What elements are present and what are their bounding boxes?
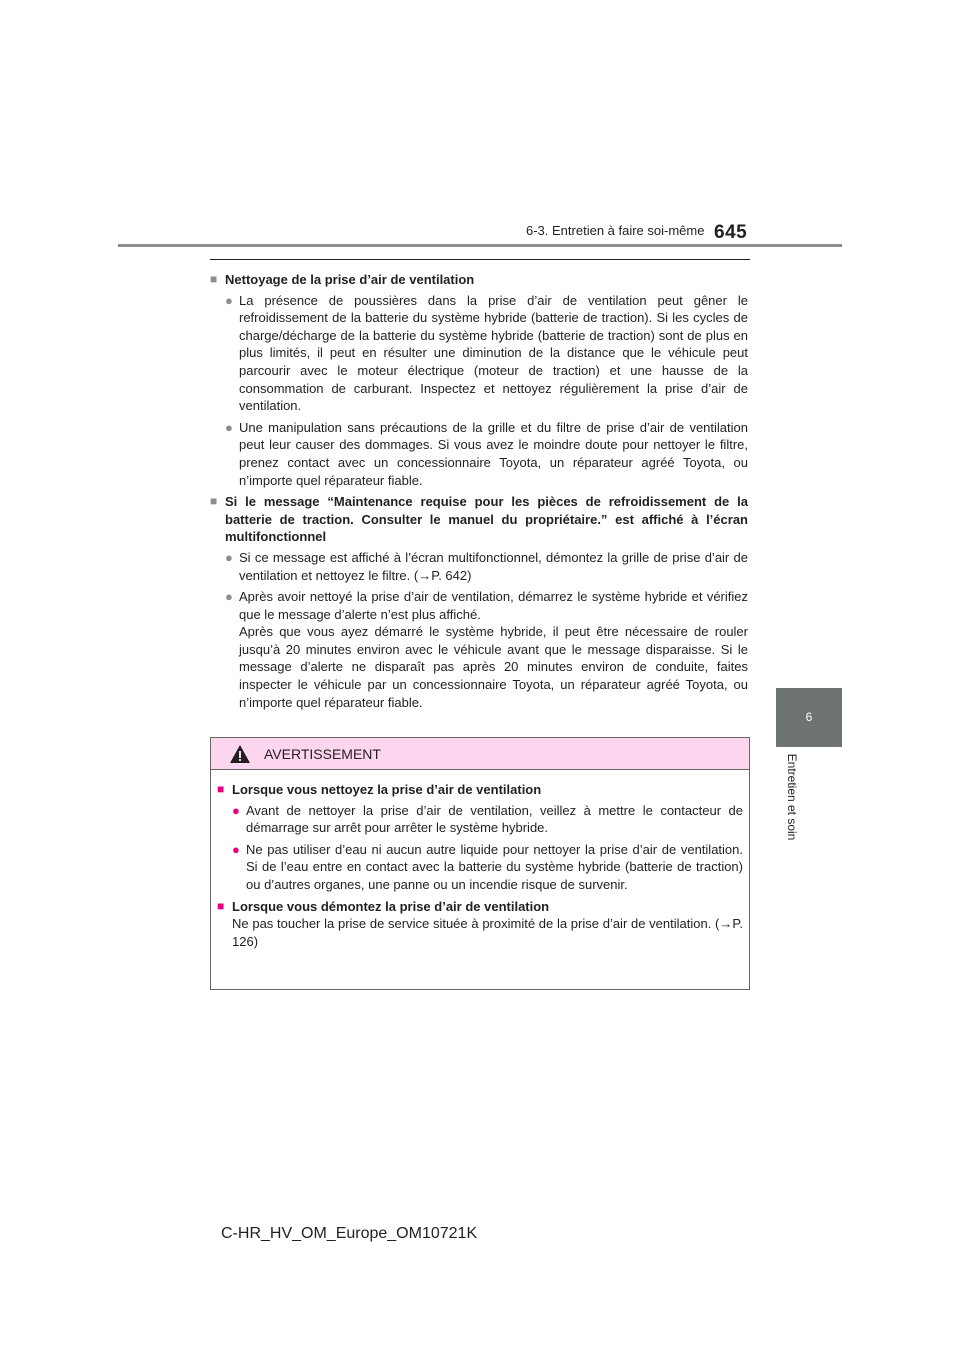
warning-title: AVERTISSEMENT <box>264 745 381 762</box>
circle-bullet-icon: ● <box>232 802 240 818</box>
circle-bullet-icon: ● <box>225 549 233 565</box>
warning-section-heading <box>217 781 743 799</box>
content-rule <box>210 259 750 260</box>
section-heading <box>210 493 748 546</box>
warning-box <box>210 737 750 990</box>
circle-bullet-icon: ● <box>225 419 233 435</box>
square-bullet-icon: ■ <box>217 782 225 796</box>
circle-bullet-icon: ● <box>225 292 233 308</box>
bullet-paragraph: Après avoir nettoyé la prise d’air de ventilation, démarrez le système hybride et vérifiez que le message d’alerte n’est plus affiché. <box>239 589 748 622</box>
bullet-item <box>225 549 748 584</box>
bullet-text: Si ce message est affiché à l’écran multifonctionnel, démontez la grille de prise d’air de ventilation et nettoyez le filtre. (→P. 642) <box>239 549 748 583</box>
bullet-item <box>225 419 748 489</box>
warning-section-title: Lorsque vous démontez la prise d’air de ventilation <box>232 898 550 914</box>
chapter-tab[interactable]: 6 <box>776 688 842 747</box>
header-rule <box>118 244 842 247</box>
square-bullet-icon: ■ <box>210 494 218 509</box>
section-title: 6-3. Entretien à faire soi-même <box>526 223 705 238</box>
bullet-item <box>225 588 748 711</box>
main-content <box>210 268 748 715</box>
warning-header <box>211 738 749 770</box>
bullet-text: Une manipulation sans précautions de la grille et du filtre de prise d’air de ventilation peut leur causer des dommages. Si vous avez le moindre doute pour nettoyer le filtre, prenez contact avec un concessionnaire Toyota, un réparateur agréé Toyota, ou n’importe quel réparateur fiable. <box>239 419 748 488</box>
warning-triangle-icon <box>229 744 251 764</box>
bullet-item <box>225 292 748 415</box>
circle-bullet-icon: ● <box>225 589 233 605</box>
bullet-paragraph: Après que vous ayez démarré le système hybride, il peut être nécessaire de rouler jusqu’à 20 minutes environ avec le véhicule avant que le message disparaisse. Si le message d’alerte ne disparaît pas après 20 minutes environ de conduite, faites inspecter le véhicule par un concessionnaire Toyota, un réparateur agréé Toyota, ou n’importe quel réparateur fiable. <box>239 624 748 710</box>
section-title-text: Nettoyage de la prise d’air de ventilation <box>225 272 475 287</box>
square-bullet-icon: ■ <box>217 898 225 913</box>
warning-section-title: Lorsque vous nettoyez la prise d’air de ventilation <box>232 782 542 797</box>
warning-bullet <box>232 841 743 894</box>
warning-body <box>211 770 749 950</box>
section-heading <box>210 271 748 289</box>
section-title-text: Si le message “Maintenance requise pour les pièces de refroidissement de la batterie de traction. Consulter le manuel du propriétaire.” est affiché à l’écran multifonctionnel <box>225 494 748 545</box>
square-bullet-icon: ■ <box>210 272 218 286</box>
warning-bullet-text: Ne pas utiliser d’eau ni aucun autre liquide pour nettoyer la prise d’air de ventilation. Si de l’eau entre en contact avec la batterie du système hybride (batterie de traction) ou d’autres organes, une panne ou un incendie risque de survenir. <box>246 841 743 892</box>
bullet-text <box>239 588 748 711</box>
warning-section-heading <box>217 898 743 916</box>
warning-text: Ne pas toucher la prise de service située à proximité de la prise d’air de ventilation. (→P. 126) <box>232 916 743 949</box>
footer-doc-id: C-HR_HV_OM_Europe_OM10721K <box>221 1225 478 1242</box>
circle-bullet-icon: ● <box>232 841 240 857</box>
warning-bullet-text: Avant de nettoyer la prise d’air de ventilation, veillez à mettre le contacteur de démarrage sur arrêt pour arrêter le système hybride. <box>246 802 743 836</box>
bullet-text: La présence de poussières dans la prise d’air de ventilation peut gêner le refroidissement de la batterie du système hybride (batterie de traction). Si les cycles de charge/décharge de la batterie du système hybride (batterie de traction) sont de plus en plus limités, il peut en résulter une diminution de la distance que le véhicule peut parcourir avec le moteur électrique (moteur de traction) et une hausse de la consommation de carburant. Inspectez et nettoyez régulièrement la prise d’air de ventilation. <box>239 292 748 414</box>
page-number: 645 <box>714 222 748 243</box>
chapter-label: Entretien et soin <box>785 753 799 841</box>
warning-bullet <box>232 802 743 837</box>
